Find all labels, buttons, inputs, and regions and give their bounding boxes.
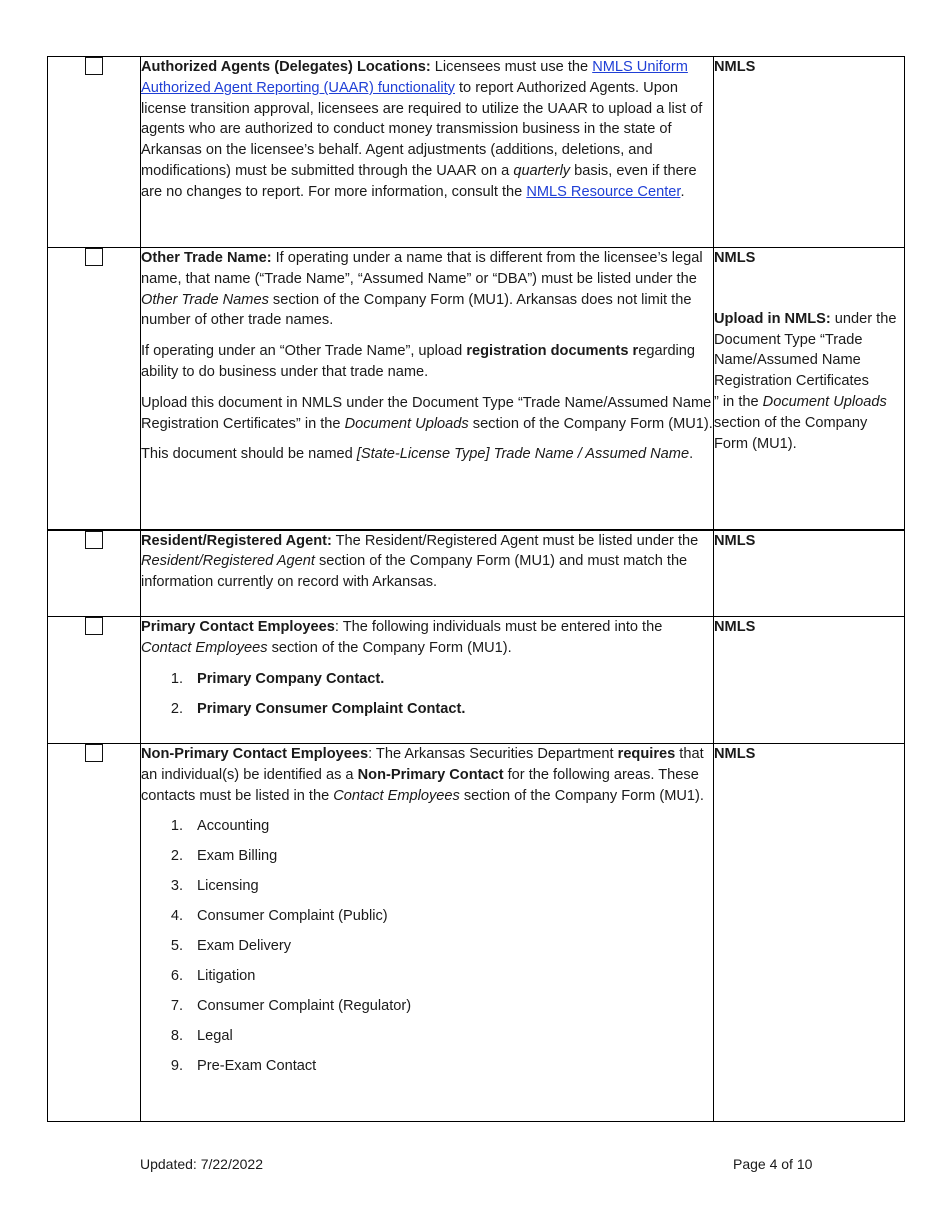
source-cell [714,617,905,744]
checkbox-cell [48,248,141,530]
checklist-table [47,56,905,1122]
requirement-text: Upload this document in NMLS under the Document Type “Trade Name/Assumed Name Registration Certificates” in the Document Uploads section of the Company Form (MU1). [141,394,713,432]
requirement-text: This document should be named [State-License Type] Trade Name / Assumed Name. [141,446,694,463]
source-label: NMLS [714,250,756,266]
upload-instructions: Upload in NMLS: under the Document Type “Trade Name/Assumed Name Registration Certificates ” in the Document Uploads section of the Company Form (MU1). [714,310,897,452]
checkbox-cell [48,617,141,744]
source-cell [714,530,905,617]
footer-page-number: Page 4 of 10 [733,1156,813,1172]
requirement-title: Other Trade Name: [141,250,272,266]
list-item: 9. Pre-Exam Contact [170,1058,317,1075]
list-item: 8. Legal [170,1028,233,1045]
resource-center-link[interactable]: NMLS Resource Center [526,183,681,200]
requirement-text: Non-Primary Contact Employees: The Arkansas Securities Department requires that an individual(s) be identified as a Non-Primary Contact for the following areas. These contacts must be listed in the Contact Employees section of the Company Form (MU1). [141,746,704,804]
source-label: NMLS [714,532,756,549]
list-item: 4. Consumer Complaint (Public) [170,908,388,925]
checklist-row [48,744,905,1122]
source-cell [714,248,905,530]
checkbox-cell [48,57,141,248]
checkbox[interactable] [85,744,103,762]
checklist-row [48,617,905,744]
requirement-text: Resident/Registered Agent: The Resident/Registered Agent must be listed under the Resident/Registered Agent section of the Company Form (MU1) and must match the information currently on record with Arkansas. [141,532,699,591]
numbered-list [141,816,713,1077]
checkbox[interactable] [85,248,103,266]
requirement-title: Non-Primary Contact Employees [141,746,369,762]
list-item: 6. Litigation [170,968,256,985]
list-item: 1. Primary Company Contact. [170,670,385,687]
list-item: 7. Consumer Complaint (Regulator) [170,998,412,1015]
requirement-title: Resident/Registered Agent: [141,532,332,549]
checkbox[interactable] [85,617,103,635]
requirement-text: Other Trade Name: If operating under a name that is different from the licensee’s legal name, that name (“Trade Name”, “Assumed Name” or “DBA”) must be listed under the Other Trade Names section of the Company Form (MU1). Arkansas does not limit the number of other trade names. [141,250,703,329]
list-item: 2. Primary Consumer Complaint Contact. [170,700,466,717]
checkbox[interactable] [85,531,103,549]
source-cell [714,57,905,248]
checklist-row [48,530,905,617]
checkbox-cell [48,744,141,1122]
checklist-row [48,57,905,248]
requirement-description [141,744,714,1122]
requirement-title: Primary Contact Employees [141,619,335,635]
source-label: NMLS [714,619,756,635]
source-label: NMLS [714,59,756,75]
requirement-text: Authorized Agents (Delegates) Locations: Licensees must use the NMLS Uniform Authorized Agent Reporting (UAAR) functionality to report Authorized Agents. Upon license transition approval, licensees are required to utilize the UAAR to upload a list of agents who are authorized to conduct money transmission business in the state of Arkansas on the licensee’s behalf. Agent adjustments (additions, deletions, and modifications) must be submitted through the UAAR on a quarterly basis, even if there are no changes to report. For more information, consult the NMLS Resource Center. [141,59,703,200]
requirement-description [141,530,714,617]
list-item: 3. Licensing [170,878,259,895]
requirement-title: Authorized Agents (Delegates) Locations: [141,59,431,75]
requirement-description [141,617,714,744]
source-cell [714,744,905,1122]
checkbox[interactable] [85,57,103,75]
numbered-list [141,669,713,720]
list-item: 5. Exam Delivery [170,938,292,955]
uaar-link[interactable]: NMLS Uniform Authorized Agent Reporting (UAAR) functionality [141,59,688,96]
requirement-description [141,248,714,530]
source-label: NMLS [714,746,756,762]
checklist-row [48,248,905,530]
checkbox-cell [48,530,141,617]
list-item: 2. Exam Billing [170,848,278,865]
requirement-text: If operating under an “Other Trade Name”, upload registration documents regarding ability to do business under that trade name. [141,343,696,380]
requirement-description [141,57,714,248]
list-item: 1. Accounting [170,818,270,835]
footer-updated-date: Updated: 7/22/2022 [140,1156,263,1172]
requirement-text: Primary Contact Employees: The following individuals must be entered into the Contact Employees section of the Company Form (MU1). [141,619,663,656]
